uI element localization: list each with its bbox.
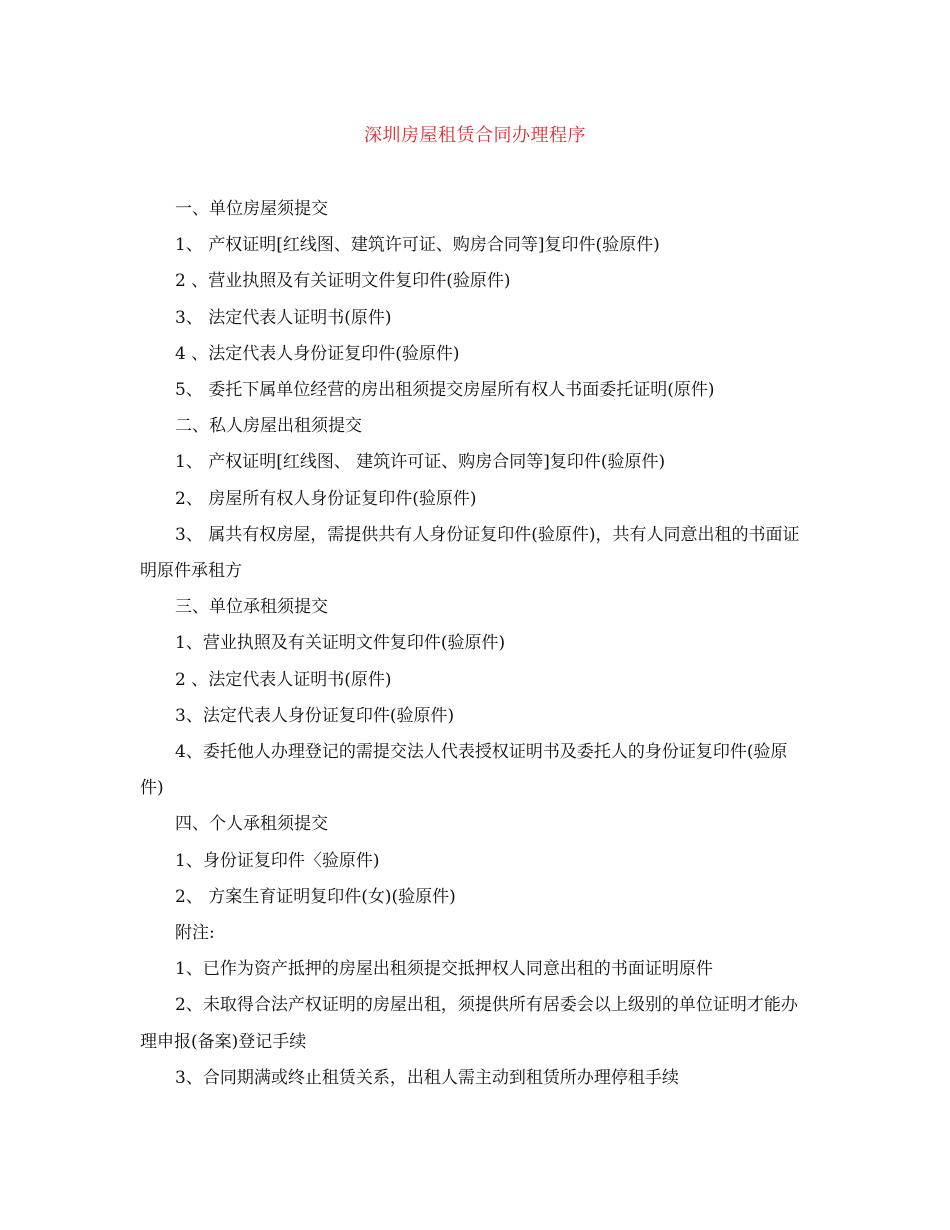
list-item: 1、身份证复印件〈验原件): [175, 850, 380, 871]
list-item: 1、 产权证明[红线图、 建筑许可证、购房合同等]复印件(验原件): [175, 452, 666, 473]
list-item: 2、 房屋所有权人身份证复印件(验原件): [175, 488, 477, 509]
list-item: 2 、营业执照及有关证明文件复印件(验原件): [175, 271, 511, 292]
section-heading-unit-house: 一、单位房屋须提交: [175, 199, 328, 219]
list-item: 4、委托他人办理登记的需提交法人代表授权证明书及委托人的身份证复印件(验原件): [140, 742, 788, 799]
list-item: 1、营业执照及有关证明文件复印件(验原件): [175, 633, 506, 654]
list-item: 3、合同期满或终止租赁关系，出租人需主动到租赁所办理停租手续: [175, 1067, 679, 1088]
list-item: 5、 委托下属单位经营的房出租须提交房屋所有权人书面委托证明(原件): [175, 380, 715, 401]
notes-heading: 附注:: [175, 923, 215, 944]
document-title: 深圳房屋租赁合同办理程序: [364, 125, 586, 146]
list-item: 1、 产权证明[红线图、建筑许可证、购房合同等]复印件(验原件): [175, 235, 660, 256]
list-item: 3、 属共有权房屋，需提供共有人身份证复印件(验原件)，共有人同意出租的书面证明原件承租方: [140, 524, 800, 582]
list-item: 2、 方案生育证明复印件(女)(验原件): [175, 886, 456, 907]
list-item: 1、已作为资产抵押的房屋出租须提交抵押权人同意出租的书面证明原件: [175, 959, 713, 980]
list-item: 4 、法定代表人身份证复印件(验原件): [175, 343, 460, 364]
list-item: 2、未取得合法产权证明的房屋出租，须提供所有居委会以上级别的单位证明才能办理申报(备案)登记手续: [140, 995, 798, 1052]
section-heading-individual-tenant: 四、个人承租须提交: [175, 814, 328, 835]
list-item: 3、法定代表人身份证复印件(验原件): [175, 705, 455, 726]
section-heading-unit-tenant: 三、单位承租须提交: [175, 597, 328, 618]
list-item: 3、 法定代表人证明书(原件): [175, 307, 392, 328]
section-heading-private-house: 二、私人房屋出租须提交: [175, 416, 362, 437]
document-body: [140, 191, 810, 1096]
list-item: 2 、法定代表人证明书(原件): [175, 669, 392, 690]
